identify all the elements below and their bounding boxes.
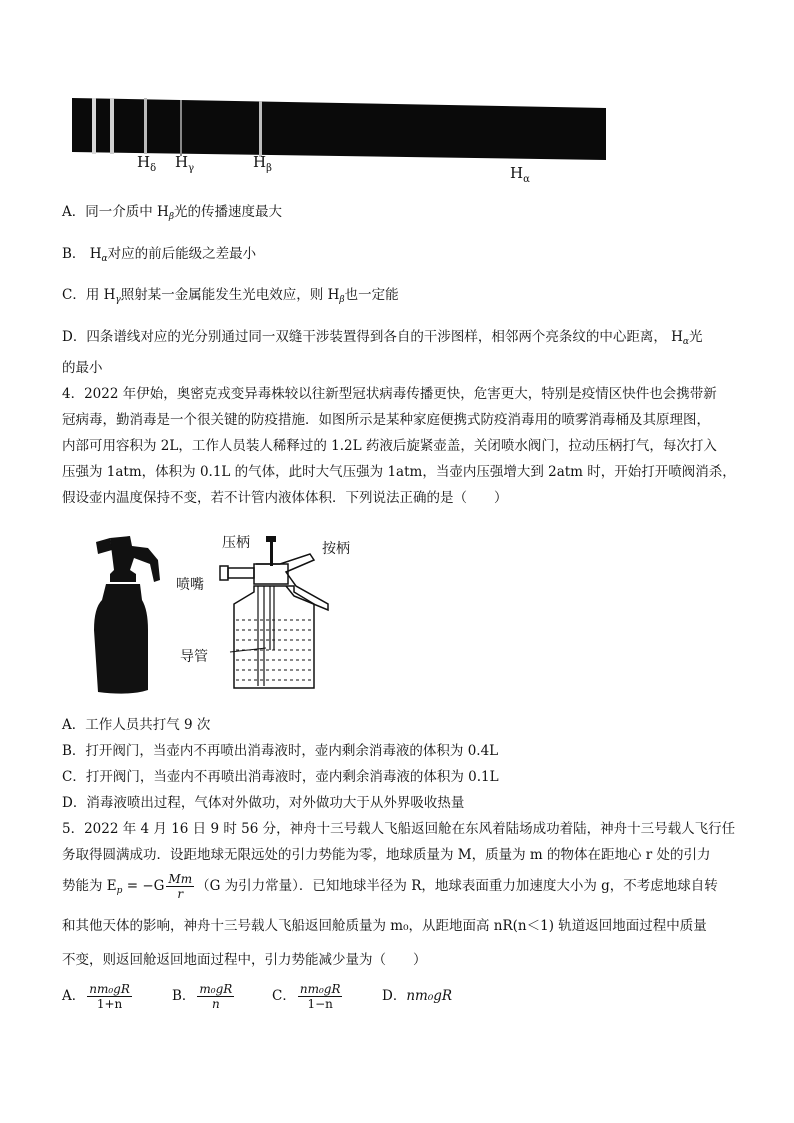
q5-option-c: C． $\frac{\text{nm₀gR}}{1-n}$ (272, 982, 341, 1011)
spectrum-figure (70, 92, 610, 162)
q4-stem-1: 4．2022 年伊始，奥密克戎变异毒株较以往新型冠状病毒传播更快，危害更大，特别是疫情区快件也会携带新 (62, 386, 717, 402)
label-nozzle: 喷嘴 (176, 577, 204, 593)
spectral-line-5 (259, 101, 262, 157)
q5-option-d: D．nm₀gR (382, 988, 453, 1004)
q4-option-d: D．消毒液喷出过程，气体对外做功，对外做功大于从外界吸收热量 (62, 795, 465, 811)
q5-stem-4: 和其他天体的影响，神舟十三号载人飞船返回舱质量为 m₀，从距地面高 nR(n＜1) 轨道返回地面过程中质量 (62, 918, 707, 934)
spectral-line-4 (180, 100, 182, 156)
q4-option-a: A．工作人员共打气 9 次 (62, 717, 211, 733)
q5-stem-2: 务取得圆满成功．设距地球无限远处的引力势能为零，地球质量为 M，质量为 m 的物体在距地心 r 处的引力 (62, 847, 711, 863)
q5-stem-1: 5．2022 年 4 月 16 日 9 时 56 分，神舟十三号载人飞船返回舱在东风着陆场成功着陆，神舟十三号载人飞行任 (62, 821, 736, 837)
q4-stem-4: 压强为 1atm，体积为 0.1L 的气体，此时大气压强为 1atm，当壶内压强增大到 2atm 时，开始打开喷阀消杀， (62, 464, 736, 480)
sprayer-photo (70, 530, 170, 700)
q3-option-c: C．用 $H_\gamma$照射某一金属能发生光电效应，则 $H_\beta$也一定能 (62, 287, 399, 305)
q3-option-a: A．同一介质中 $H_\beta$光的传播速度最大 (62, 204, 283, 222)
q3-option-d: D．四条谱线对应的光分别通过同一双缝干涉装置得到各自的干涉图样，相邻两个亮条纹的中心距离， $H_\alpha$光 (62, 329, 703, 347)
q3-option-b: B． $H_\alpha$对应的前后能级之差最小 (62, 246, 257, 264)
label-h-alpha: $H_\alpha$ (510, 164, 530, 185)
label-tube: 导管 (180, 649, 208, 665)
q4-stem-3: 内部可用容积为 2L，工作人员装人稀释过的 1.2L 药液后旋紧壶盖，关闭喷水阀门，拉动压柄打气，每次打入 (62, 438, 717, 454)
spectrum-bar (70, 92, 610, 162)
label-press-handle: 压柄 (222, 535, 250, 551)
potential-energy-fraction: $\frac{Mm}{r}$ (168, 872, 193, 901)
q4-option-b: B．打开阀门，当壶内不再喷出消毒液时，壶内剩余消毒液的体积为 0.4L (62, 743, 499, 759)
label-h-delta: $H_\delta$ (137, 153, 157, 174)
q4-option-c: C．打开阀门，当壶内不再喷出消毒液时，壶内剩余消毒液的体积为 0.1L (62, 769, 499, 785)
q5-stem-3: 势能为 $E_p = -G$ $\frac{Mm}{r}$ （G 为引力常量）．已知地球半径为 R，地球表面重力加速度大小为 g，不考虑地球自转 (62, 872, 718, 901)
spectral-line-3 (144, 98, 147, 154)
q5-option-a: A． $\frac{\text{nm₀gR}}{1+n}$ (62, 982, 130, 1011)
q5-option-b: B． $\frac{\text{m₀gR}}{n}$ (172, 982, 233, 1011)
spectral-line-2 (110, 98, 114, 154)
q3-option-d-cont: 的最小 (62, 360, 103, 376)
q4-stem-5: 假设壶内温度保持不变，若不计管内液体体积．下列说法正确的是（ ） (62, 490, 508, 506)
spectral-line-1 (92, 98, 96, 154)
label-push-handle: 按柄 (322, 541, 350, 557)
q5-stem-5: 不变，则返回舱返回地面过程中，引力势能减少量为（ ） (62, 952, 427, 968)
label-h-beta: $H_\beta$ (253, 153, 272, 174)
q4-stem-2: 冠病毒，勤消毒是一个很关键的防疫措施．如图所示是某种家庭便携式防疫消毒用的喷雾消毒桶及其原理图， (62, 412, 710, 428)
label-h-gamma: $H_\gamma$ (175, 153, 195, 174)
